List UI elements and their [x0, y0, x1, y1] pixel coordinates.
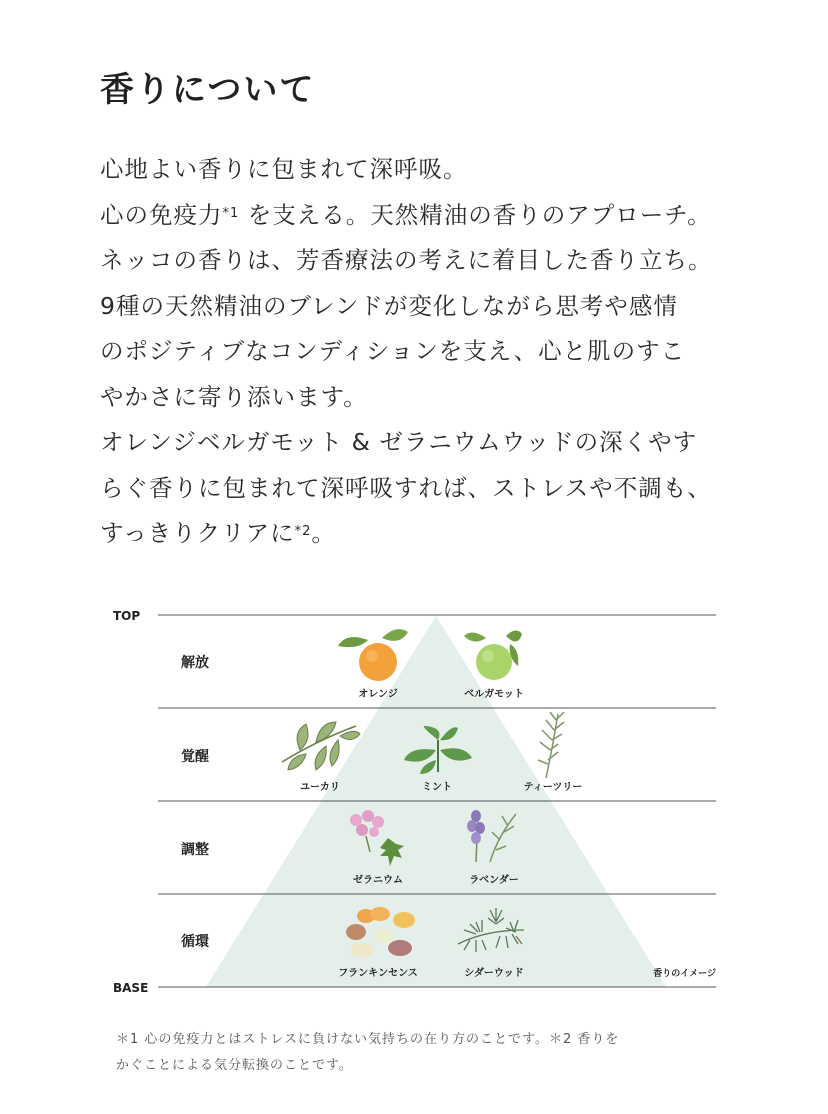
body-line	[100, 420, 800, 466]
body-line	[100, 511, 800, 557]
body-line	[100, 375, 800, 421]
text-span: 。	[311, 519, 336, 547]
ingredient-label: ティーツリー	[523, 782, 583, 793]
body-line	[100, 193, 800, 239]
ingredient-label: フランキンセンス	[338, 968, 418, 979]
ingredient-label: ゼラニウム	[353, 875, 403, 886]
text-span: ネッコの香りは、芳香療法の考えに着目した香り立ち。	[100, 246, 713, 274]
tier-name: 調整	[181, 842, 209, 858]
top-label: TOP	[113, 609, 141, 623]
text-span: 心の免疫力	[100, 200, 223, 229]
body-line	[100, 466, 800, 512]
tea-tree-icon	[538, 712, 564, 778]
text-span: のポジティブなコンディションを支え、心と肌のすこ	[100, 337, 686, 365]
page-title: 香りについて	[100, 70, 316, 110]
footnote-mark: *1	[222, 205, 240, 221]
footnote-line: ＊1 心の免疫力とはストレスに負けない気持ちの在り方のことです。＊2 香りを	[116, 1032, 620, 1047]
orange-icon	[338, 629, 408, 681]
footnote-line: かぐことによる気分転換のことです。	[116, 1058, 353, 1073]
body-text	[100, 147, 800, 557]
ingredient-label: ラベンダー	[469, 875, 519, 886]
tier-name: 覚醒	[181, 749, 209, 765]
fragrance-pyramid-diagram	[0, 600, 828, 1010]
ingredient-label: ベルガモット	[464, 689, 524, 700]
body-line	[100, 329, 800, 375]
body-line	[100, 284, 800, 330]
ingredient-label: オレンジ	[358, 689, 398, 700]
footnote-mark: *2	[294, 524, 312, 539]
text-span: やかさに寄り添います。	[100, 382, 368, 411]
ingredient-label: ユーカリ	[300, 782, 340, 793]
text-span: 心地よい香りに包まれて深呼吸。	[100, 155, 468, 183]
base-label: BASE	[113, 981, 149, 995]
ingredient-label: シダーウッド	[464, 968, 524, 979]
text-span: を支える。天然精油の香りのアプローチ。	[247, 200, 712, 229]
tier-name: 解放	[181, 655, 209, 671]
image-note: 香りのイメージ	[653, 969, 716, 979]
body-line	[100, 147, 800, 193]
text-span: 9種の天然精油のブレンドが変化しながら思考や感情	[100, 291, 678, 320]
text-span: らぐ香りに包まれて深呼吸すれば、ストレスや不調も、	[100, 473, 712, 502]
body-line	[100, 238, 800, 284]
tier-name: 循環	[181, 934, 209, 950]
text-span: すっきりクリアに	[100, 519, 295, 547]
bergamot-icon	[464, 630, 522, 680]
footnote	[116, 1027, 619, 1079]
text-span: オレンジベルガモット & ゼラニウムウッドの深くやす	[100, 428, 698, 456]
ingredient-label: ミント	[422, 782, 452, 793]
